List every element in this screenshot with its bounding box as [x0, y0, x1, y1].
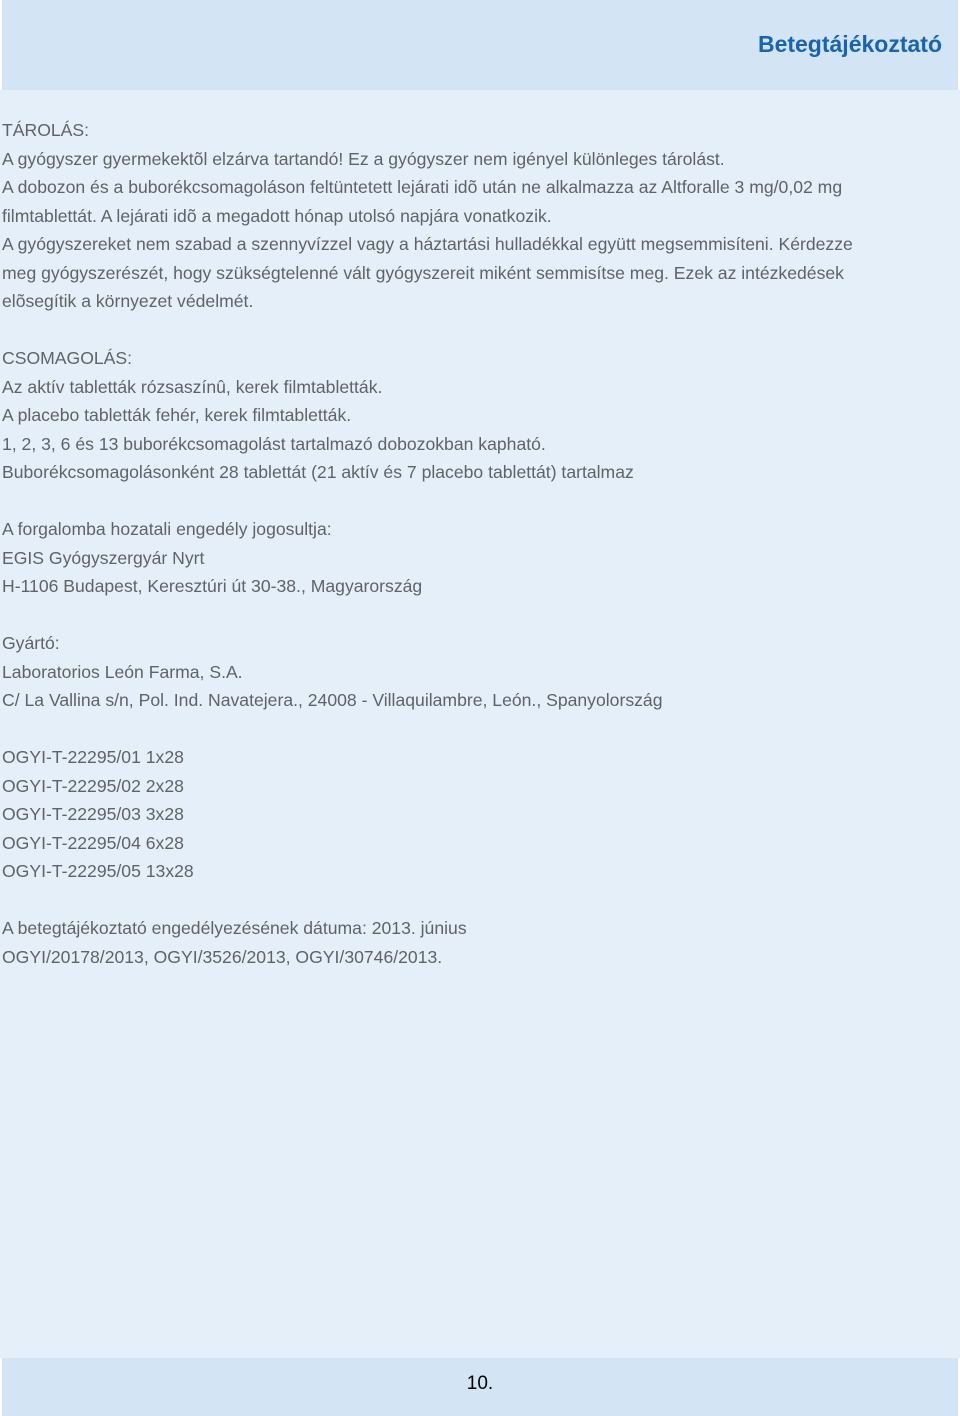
manufacturer-line: C/ La Vallina s/n, Pol. Ind. Navatejera., 24008 - Villaquilambre, León., Spanyolország	[2, 690, 663, 710]
spacer	[2, 886, 942, 915]
registration-line: OGYI-T-22295/02 2x28	[2, 775, 184, 796]
holder-heading: A forgalomba hozatali engedély jogosultja:	[2, 519, 332, 539]
storage-line: A gyógyszer gyermekektõl elzárva tartandó! Ez a gyógyszer nem igényel különleges tárolást.	[2, 148, 725, 169]
registration-line: OGYI-T-22295/03 3x28	[2, 804, 184, 824]
registration-line: OGYI-T-22295/04 6x28	[2, 832, 184, 853]
storage-line: filmtablettát. A lejárati idõ a megadott hónap utolsó napjára vonatkozik.	[2, 205, 552, 226]
approval-date: A betegtájékoztató engedélyezésének dátuma: 2013. június	[2, 918, 467, 938]
manufacturer-heading: Gyártó:	[2, 633, 60, 653]
spacer	[2, 487, 942, 516]
page-header	[2, 0, 958, 90]
registration-line: OGYI-T-22295/01 1x28	[2, 747, 184, 767]
document-title: Betegtájékoztató	[757, 31, 942, 57]
document-body	[0, 90, 960, 1358]
packaging-heading: CSOMAGOLÁS:	[2, 348, 133, 368]
page-number: 10.	[466, 1373, 494, 1394]
storage-line: A dobozon és a buborékcsomagoláson feltüntetett lejárati idõ után ne alkalmazza az Altforalle 3 mg/0,02 mg	[2, 177, 843, 197]
approval-references: OGYI/20178/2013, OGYI/3526/2013, OGYI/30746/2013.	[2, 946, 443, 967]
packaging-line: Buborékcsomagolásonként 28 tablettát (21 aktív és 7 placebo tablettát) tartalmaz	[2, 462, 634, 482]
registration-line: OGYI-T-22295/05 13x28	[2, 861, 194, 881]
storage-line: elõsegítik a környezet védelmét.	[2, 291, 254, 311]
storage-line: A gyógyszereket nem szabad a szennyvízzel vagy a háztartási hulladékkal együtt megsemmisíteni. Kérdezze	[2, 234, 853, 254]
holder-line: H-1106 Budapest, Keresztúri út 30-38., Magyarország	[2, 576, 423, 596]
spacer	[2, 316, 942, 345]
page-footer	[2, 1358, 958, 1416]
packaging-line: 1, 2, 3, 6 és 13 buborékcsomagolást tartalmazó dobozokban kapható.	[2, 433, 546, 454]
storage-heading: TÁROLÁS:	[2, 120, 90, 140]
text-block	[2, 116, 942, 971]
manufacturer-line: Laboratorios León Farma, S.A.	[2, 661, 243, 682]
packaging-line: A placebo tabletták fehér, kerek filmtabletták.	[2, 405, 352, 425]
spacer	[2, 601, 942, 630]
storage-line: meg gyógyszerészét, hogy szükségtelenné vált gyógyszereit miként semmisítse meg. Ezek az intézkedések	[2, 262, 844, 283]
holder-line: EGIS Gyógyszergyár Nyrt	[2, 547, 205, 568]
spacer	[2, 715, 942, 744]
packaging-line: Az aktív tabletták rózsaszínû, kerek filmtabletták.	[2, 376, 383, 397]
